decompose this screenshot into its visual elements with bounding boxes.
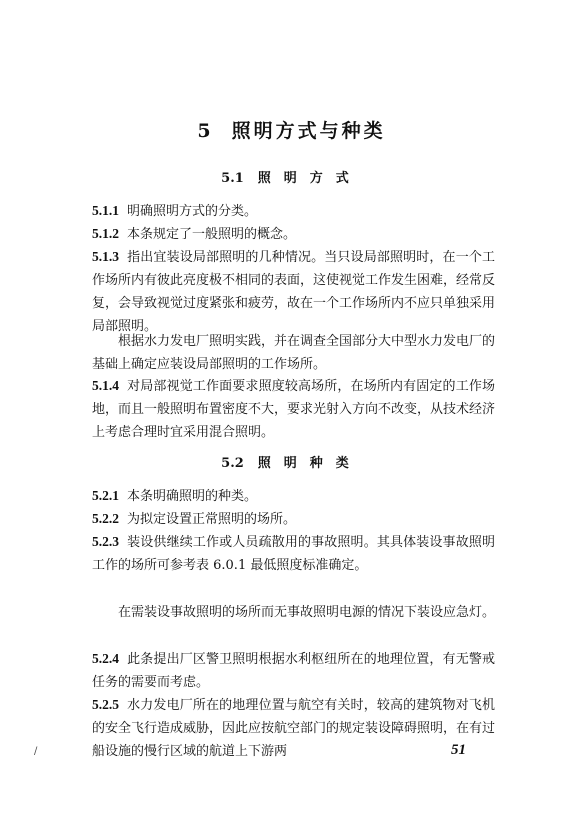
- clause-5-2-4: [92, 647, 495, 694]
- clause-number: 5.1.4: [92, 378, 119, 393]
- section-name: 照明种类: [257, 456, 362, 471]
- paragraph-text: 根据水力发电厂照明实践，并在调查全国部分大中型水力发电厂的基础上确定应装设局部照明的工作场所。: [92, 334, 496, 372]
- clause-text: 为拟定设置正常照明的场所。: [127, 512, 297, 527]
- clause-5-1-4: [92, 374, 495, 444]
- clause-number: 5.2.1: [92, 488, 119, 503]
- clause-5-1-1: [92, 199, 495, 223]
- clause-number: 5.1.2: [92, 226, 119, 241]
- page-number: 51: [451, 742, 466, 758]
- chapter-title: [0, 116, 583, 143]
- clause-number: 5.1.3: [92, 249, 119, 264]
- clause-text: 对局部视觉工作面要求照度较高场所，在场所内有固定的工作场地，而且一般照明布置密度不大，要求光射入方向不改变，从技术经济上考虑合理时宜采用混合照明。: [92, 379, 496, 440]
- clause-text: 水力发电厂所在的地理位置与航空有关时，较高的建筑物对飞机的安全飞行造成威胁，因此应按航空部门的规定装设障碍照明，在有过船设施的慢行区域的航道上下游两: [92, 698, 496, 759]
- clause-text: 本条规定了一般照明的概念。: [127, 227, 297, 242]
- chapter-number: 5: [197, 120, 214, 142]
- chapter-name: 照明方式与种类: [231, 120, 386, 142]
- clause-text: 指出宜装设局部照明的几种情况。当只设局部照明时，在一个工作场所内有彼此亮度极不相同的表面，这使视觉工作发生困难，经常反复，会导致视觉过度紧张和疲劳，故在一个工作场所内不应只单独采用局部照明。: [92, 250, 496, 334]
- section-title-5-2: [0, 452, 583, 471]
- clause-5-2-2: [92, 507, 495, 531]
- clause-5-2-1: [92, 484, 495, 508]
- clause-number: 5.2.5: [92, 697, 119, 712]
- clause-number: 5.2.3: [92, 534, 119, 549]
- clause-text: 本条明确照明的种类。: [127, 489, 258, 504]
- clause-text: 明确照明方式的分类。: [127, 204, 258, 219]
- paragraph-emergency-lamp: [92, 601, 495, 624]
- clause-5-2-3: [92, 530, 495, 577]
- margin-mark: /: [34, 746, 38, 757]
- clause-text: 装设供继续工作或人员疏散用的事故照明。其具体装设事故照明工作的场所可参考表 6.0.1 最低照度标准确定。: [92, 535, 495, 573]
- clause-5-1-2: [92, 222, 495, 246]
- paragraph-local-lighting-survey: [92, 330, 495, 376]
- clause-text: 此条提出厂区警卫照明根据水利枢纽所在的地理位置，有无警戒任务的需要而考虑。: [92, 652, 495, 690]
- section-name: 照明方式: [257, 171, 362, 186]
- clause-number: 5.2.2: [92, 511, 119, 526]
- clause-number: 5.1.1: [92, 203, 119, 218]
- paragraph-text: 在需装设事故照明的场所而无事故照明电源的情况下装设应急灯。: [118, 605, 496, 620]
- section-number: 5.1: [221, 171, 244, 186]
- clause-5-1-3: [92, 245, 495, 338]
- section-title-5-1: [0, 167, 583, 186]
- clause-5-2-5: [92, 693, 495, 763]
- clause-number: 5.2.4: [92, 651, 119, 666]
- section-number: 5.2: [221, 456, 244, 471]
